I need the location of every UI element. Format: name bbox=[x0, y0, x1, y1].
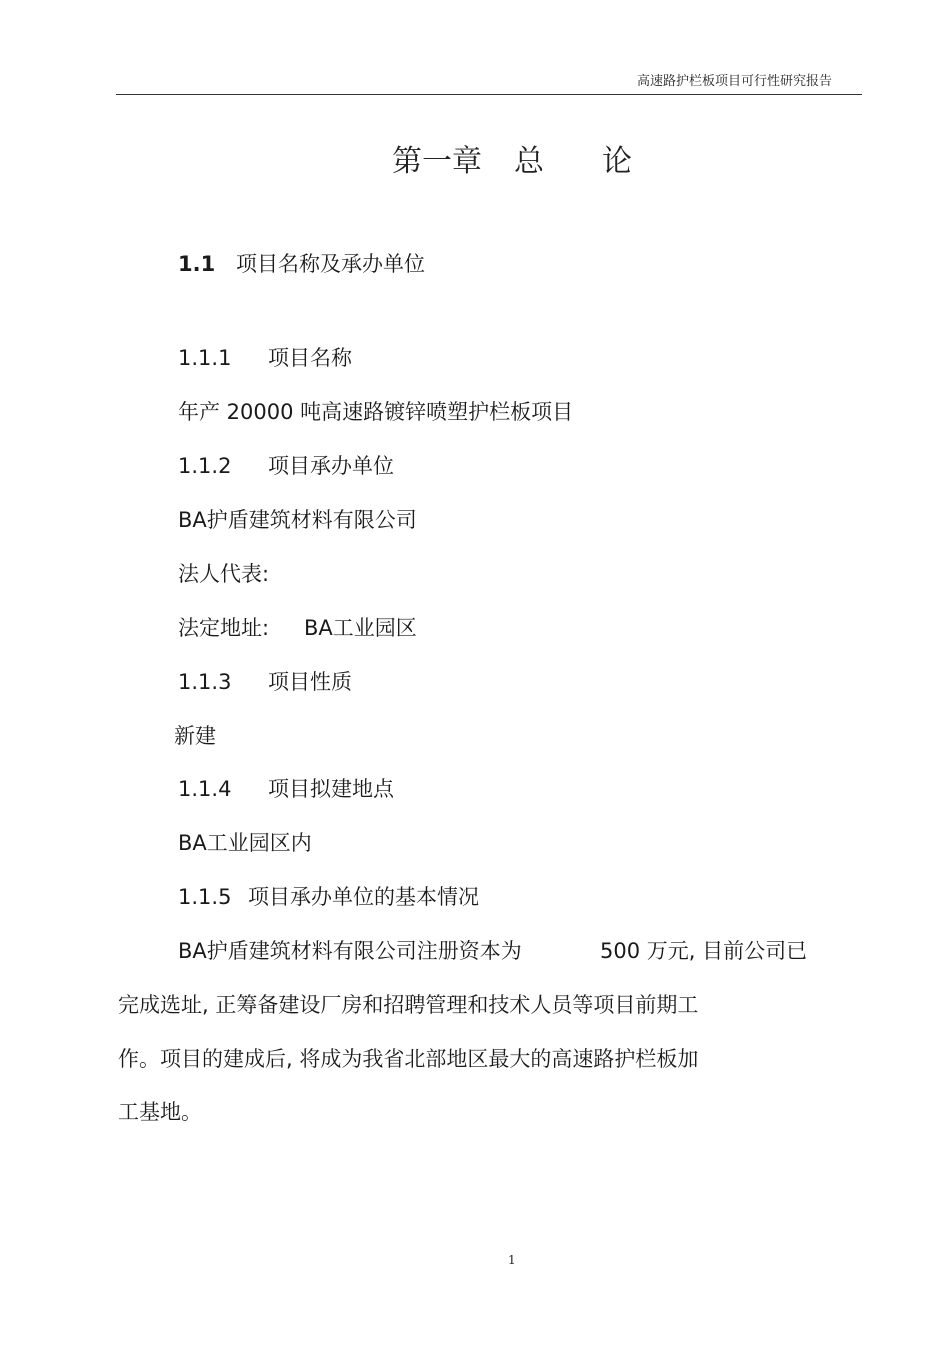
chapter-title-part2: 总 bbox=[514, 144, 544, 179]
section-title: 项目拟建地点 bbox=[268, 777, 394, 801]
address-line bbox=[178, 618, 417, 639]
section-1-1-2-heading bbox=[178, 456, 394, 477]
project-nature-text: 新建 bbox=[174, 724, 216, 748]
section-1-1-3-heading bbox=[178, 672, 352, 693]
section-number: 1.1.1 bbox=[178, 346, 232, 370]
section-number: 1.1 bbox=[178, 252, 216, 276]
project-name-text: 年产 20000 吨高速路镀锌喷塑护栏板项目 bbox=[178, 400, 574, 424]
section-number: 1.1.4 bbox=[178, 777, 232, 801]
chapter-title-part1: 第一章 bbox=[392, 144, 482, 179]
paragraph-line-4: 工基地。 bbox=[118, 1100, 202, 1124]
section-title: 项目名称及承办单位 bbox=[236, 252, 425, 276]
section-1-1-4-heading bbox=[178, 779, 394, 800]
section-title: 项目性质 bbox=[268, 670, 352, 694]
legal-representative-label: 法人代表: bbox=[178, 562, 270, 586]
section-number: 1.1.3 bbox=[178, 670, 232, 694]
chapter-title-part3: 论 bbox=[602, 144, 632, 179]
section-1-1-5-heading bbox=[178, 887, 479, 908]
address-value: BA工业园区 bbox=[304, 616, 417, 640]
section-title: 项目承办单位 bbox=[268, 454, 394, 478]
chapter-title bbox=[392, 136, 632, 180]
header-divider bbox=[116, 94, 862, 95]
paragraph-line-2: 完成选址, 正筹备建设厂房和招聘管理和技术人员等项目前期工 bbox=[118, 993, 699, 1017]
address-label: 法定地址: bbox=[178, 616, 270, 640]
header-title: 高速路护栏板项目可行性研究报告 bbox=[636, 74, 832, 89]
page-number: 1 bbox=[508, 1253, 516, 1267]
section-1-1-heading bbox=[178, 254, 425, 275]
section-number: 1.1.5 bbox=[178, 885, 232, 909]
section-title: 项目名称 bbox=[268, 346, 352, 370]
section-number: 1.1.2 bbox=[178, 454, 232, 478]
section-title: 项目承办单位的基本情况 bbox=[248, 885, 479, 909]
project-location-text: BA工业园区内 bbox=[178, 831, 312, 855]
paragraph-line-3: 作。项目的建成后, 将成为我省北部地区最大的高速路护栏板加 bbox=[118, 1047, 699, 1071]
section-1-1-1-heading bbox=[178, 348, 352, 369]
paragraph-line-1a: BA护盾建筑材料有限公司注册资本为 bbox=[178, 939, 522, 963]
company-name-text: BA护盾建筑材料有限公司 bbox=[178, 508, 417, 532]
paragraph-line-1b: 500 万元, 目前公司已 bbox=[600, 939, 808, 963]
